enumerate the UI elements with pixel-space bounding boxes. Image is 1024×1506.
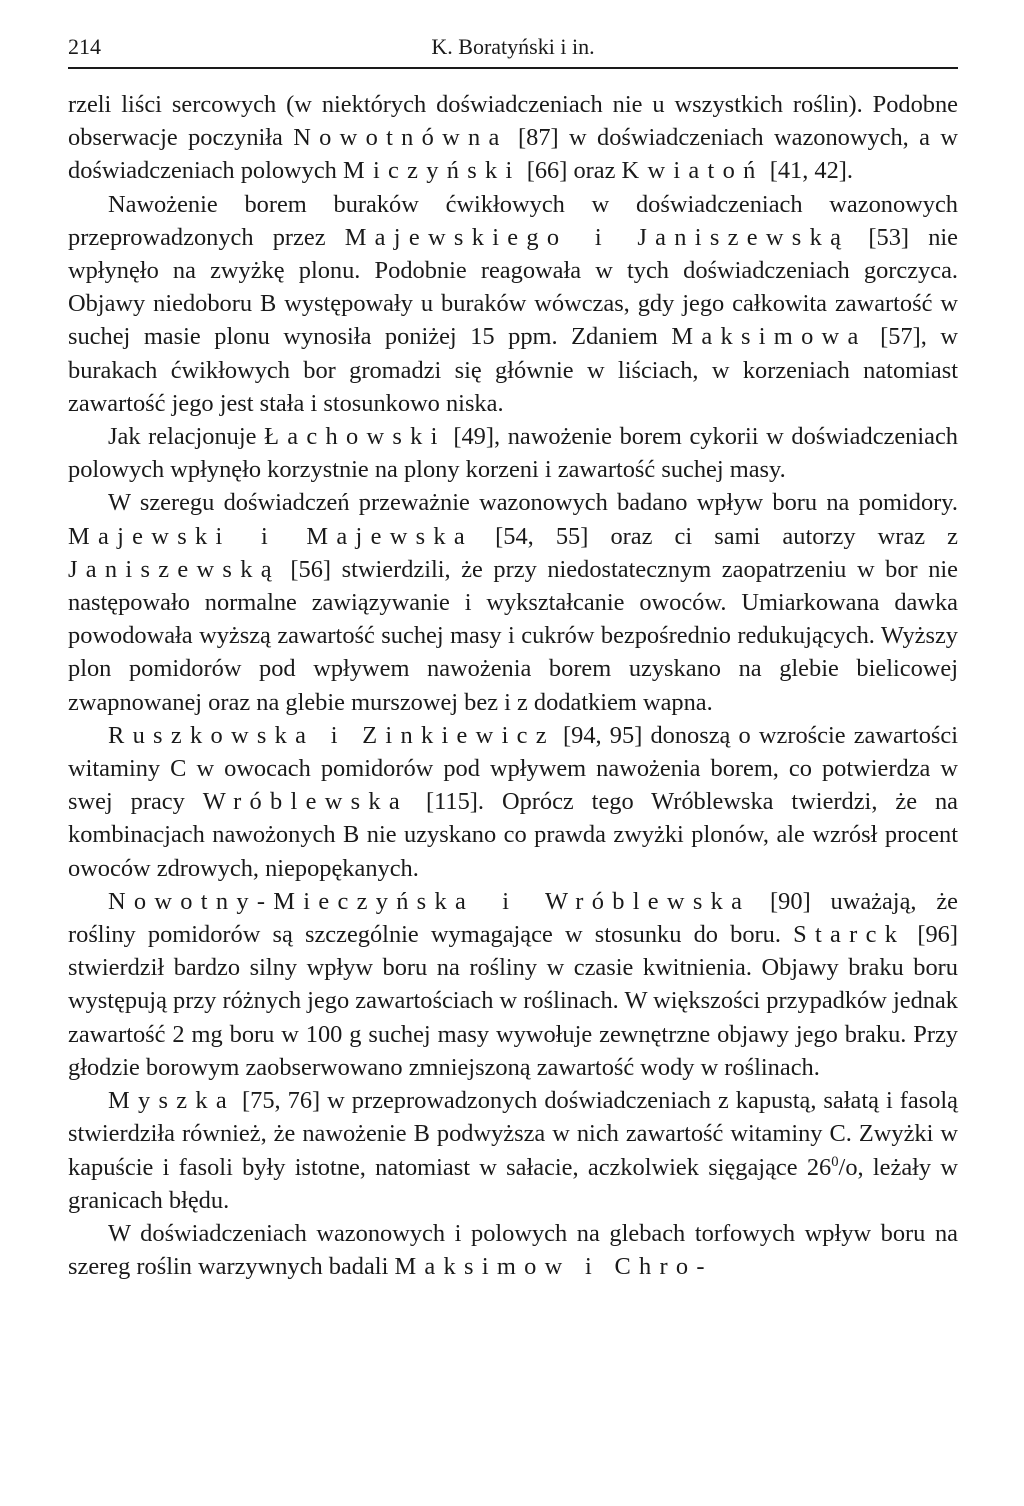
page-header — [68, 32, 958, 62]
text-run: [75, 76] w przeprowadzonych doświadczeniach z kapustą, sałatą i fasolą stwierdziła również, że nawożenie B podwyższa w nich zawartość witaminy C. Zwyżki w kapuście i fasoli były istotne, natomiast w sałacie, aczkolwiek sięgające 26 — [68, 1087, 958, 1181]
text-run: W doświadczeniach wazonowych i polowych na glebach torfowych wpływ boru na szereg roślin warzywnych badali — [68, 1219, 958, 1281]
body-text — [68, 88, 958, 1283]
author-name: Wróblewska — [202, 788, 409, 816]
text-run: [56] stwierdzili, że przy niedostatecznym zaopatrzeniu w bor nie następowało normalne zawiązywanie i wykształcanie owoców. Umiarkowana dawka powodowała wyższą zawartość suchej masy i cukrów bezpośrednio redukujących. Wyższy plon pomidorów pod wpływem nawożenia borem uzyskano na glebie bielicowej zwapnowanej oraz na glebie murszowej bez i z dodatkiem wapna. — [68, 555, 958, 716]
author-name: Myszka — [108, 1087, 235, 1115]
text-run: Nawożenie borem buraków ćwikłowych w doświadczeniach wazonowych przeprowadzonych przez — [68, 190, 958, 251]
header-rule — [68, 67, 958, 69]
author-name: Starck — [793, 921, 906, 949]
author-name: Majewski i Majewska — [68, 522, 474, 550]
paragraph — [68, 885, 958, 1084]
author-name: Łachowski — [264, 423, 446, 451]
text-run: [53] nie wpłynęło na zwyżkę plonu. Podobnie reagowała w tych doświadczeniach gorczyca. Objawy niedoboru B występowały u buraków wówczas, gdy jego całkowita zawartość w suchej masie plonu wynosiła poniżej 15 ppm. Zdaniem — [68, 223, 958, 351]
author-name: Nowotnówna — [293, 124, 508, 152]
author-name: Maksimowa — [671, 323, 867, 351]
text-run: [49], nawożenie borem cykorii w doświadczeniach polowych wpłynęło korzystnie na plony korzeni i zawartość suchej masy. — [68, 423, 958, 484]
paragraph — [68, 1217, 958, 1283]
text-run: [96] stwierdził bardzo silny wpływ boru na rośliny w czasie kwitnienia. Objawy braku boru występują przy różnych jego zawartościach w roślinach. W większości przypadków jednak zawartość 2 mg boru w 100 g suchej masy wywołuje zewnętrzne objawy jego braku. Przy głodzie borowym zaobserwowano zmniejszoną zawartość wody w roślinach. — [68, 921, 958, 1081]
text-run: [87] w doświadczeniach wazonowych, a w doświadczeniach polowych — [68, 124, 958, 185]
text-run: [94, 95] donoszą o wzroście zawartości witaminy C w owocach pomidorów pod wpływem nawożenia borem, co potwierdza w swej pracy — [68, 721, 958, 816]
author-name: Janiszewską — [68, 555, 280, 583]
text-run: [66] oraz — [520, 157, 622, 185]
author-name: Majewskiego i Janiszewską — [344, 223, 850, 251]
text-run: [54, 55] oraz ci sami autorzy wraz z — [473, 522, 958, 550]
paragraph — [68, 1084, 958, 1217]
paragraph — [68, 486, 958, 718]
author-name: Miczyński — [342, 157, 521, 185]
text-run: [57], w burakach ćwikłowych bor gromadzi się głównie w liściach, w korzeniach natomiast zawartość jego jest stała i stosunkowo niska. — [68, 323, 958, 417]
text-run: [41, 42]. — [763, 157, 854, 185]
paragraph — [68, 188, 958, 420]
text-run: /o, leżały w granicach błędu. — [68, 1153, 959, 1214]
running-title: K. Boratyński i in. — [431, 34, 595, 59]
author-name: Ruszkowska i Zinkiewicz — [108, 721, 555, 749]
text-run: W szeregu doświadczeń przeważnie wazonowych badano wpływ boru na pomidory. — [108, 489, 958, 517]
author-name: Maksimow i Chro- — [394, 1253, 713, 1281]
paragraph — [68, 719, 958, 885]
text-run: [90] uważają, że rośliny pomidorów są szczególnie wymagające w stosunku do boru. — [68, 887, 958, 949]
text-run: rzeli liści sercowych (w niektórych doświadczeniach nie u wszystkich roślin). Podobne obserwacje poczyniła — [68, 91, 958, 152]
page-number: 214 — [68, 34, 101, 59]
author-name: Nowotny-Mieczyńska i Wróblewska — [108, 887, 751, 915]
text-run: Jak relacjonuje — [108, 423, 265, 451]
text-run: [115]. Oprócz tego Wróblewska twierdzi, że na kombinacjach nawożonych B nie uzyskano co prawda zwyżki plonów, ale wzrósł procent owoców zdrowych, niepopękanych. — [68, 788, 958, 882]
paragraph — [68, 420, 958, 486]
paragraph — [68, 88, 958, 188]
superscript: 0 — [831, 1153, 839, 1170]
author-name: Kwiatoń — [621, 157, 764, 185]
